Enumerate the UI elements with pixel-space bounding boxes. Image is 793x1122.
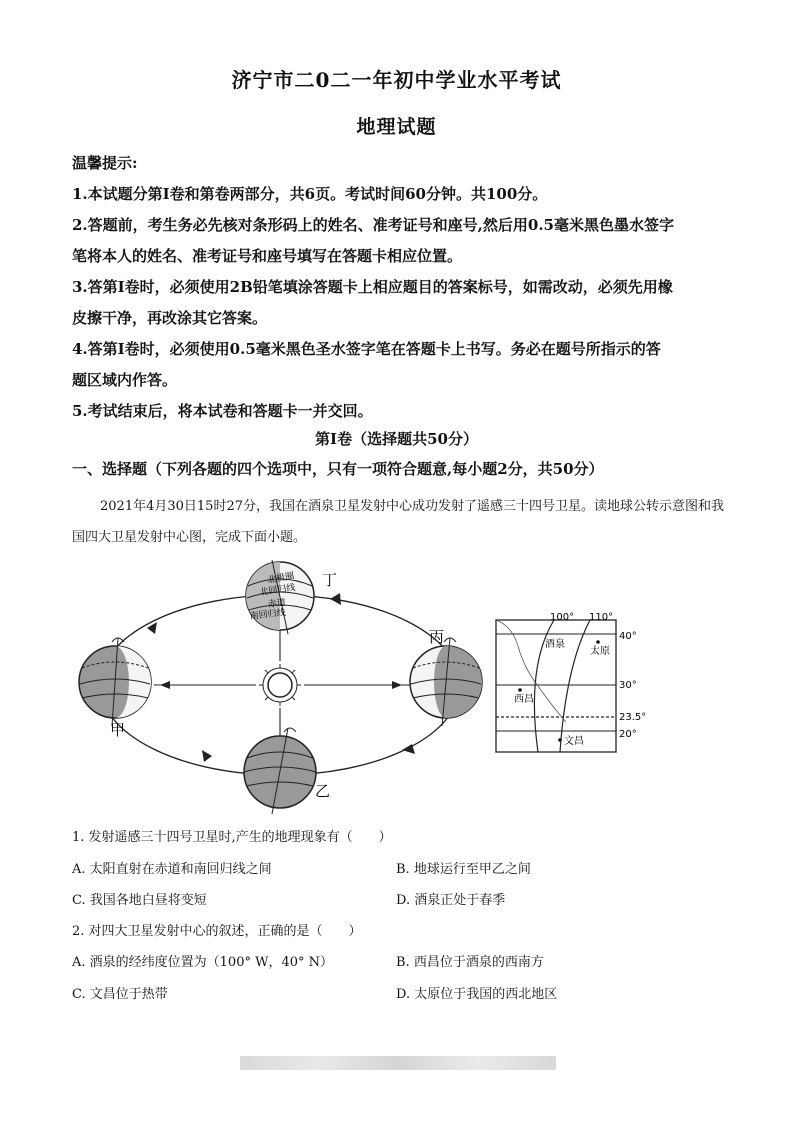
launch-center-map [496, 612, 646, 752]
ding-label: 赤道 [267, 598, 287, 610]
lat-label: 20° [619, 729, 637, 740]
instruction-line: 2.答题前，考生务必先核对条形码上的姓名、准考证号和座号,然后用0.5毫米黑色墨水签字 [72, 216, 674, 234]
place-label: 太原 [590, 646, 610, 657]
question-1-option-c[interactable]: C. 我国各地白昼将变短 [72, 893, 207, 908]
instructions [72, 148, 732, 427]
instruction-line: 1.本试题分第Ⅰ卷和第卷两部分，共6页。考试时间60分钟。共100分。 [72, 185, 548, 203]
instruction-line: 题区域内作答。 [72, 371, 178, 389]
question-2-option-c[interactable]: C. 文昌位于热带 [72, 987, 168, 1002]
place-marker [518, 688, 522, 692]
instruction-line: 5.考试结束后，将本试卷和答题卡一并交回。 [72, 402, 373, 420]
lat-label: 40° [619, 631, 637, 642]
instruction-line: 4.答第Ⅰ卷时，必须使用0.5毫米黑色圣水签字笔在答题卡上书写。务必在题号所指示的答 [72, 340, 661, 358]
question-2-option-b[interactable]: B. 西昌位于酒泉的西南方 [396, 955, 544, 970]
lon-label: 110° [589, 612, 614, 623]
question-group-stem: 2021年4月30日15时27分，我国在酒泉卫星发射中心成功发射了遥感三十四号卫星。读地球公转示意图和我国四大卫星发射中心图，完成下面小题。 [72, 499, 724, 545]
instruction-line: 笔将本人的姓名、准考证号和座号填写在答题卡相应位置。 [72, 247, 463, 265]
question-1-option-b[interactable]: B. 地球运行至甲乙之间 [396, 862, 531, 877]
lon-label: 100° [550, 612, 575, 623]
position-label-yi: 乙 [315, 782, 331, 800]
question-1-option-d[interactable]: D. 酒泉正处于春季 [396, 893, 506, 908]
question-1-stem: 1. 发射遥感三十四号卫星时,产生的地理现象有（ ） [72, 830, 392, 845]
position-label-jia: 甲 [110, 721, 126, 739]
globe-yi [244, 728, 316, 814]
place-label: 酒泉 [545, 639, 565, 650]
place-marker [558, 738, 562, 742]
place-label: 文昌 [564, 736, 584, 747]
instructions-heading: 温馨提示: [72, 154, 138, 172]
position-label-ding: 丁 [322, 571, 338, 589]
ding-label: 南回归线 [249, 608, 287, 622]
question-2-option-d[interactable]: D. 太原位于我国的西北地区 [396, 987, 558, 1002]
question-1-option-a[interactable]: A. 太阳直射在赤道和南回归线之间 [72, 862, 272, 877]
instruction-line: 3.答第Ⅰ卷时，必须使用2B铅笔填涂答题卡上相应题目的答案标号，如需改动，必须先用橡 [72, 278, 673, 296]
exam-subject: 地理试题 [356, 116, 437, 138]
blurred-footer [240, 1056, 556, 1070]
orbit-arrow [202, 750, 212, 762]
place-marker [596, 640, 600, 644]
exam-title: 济宁市二0二一年初中学业水平考试 [231, 68, 562, 92]
section-title: 第Ⅰ卷（选择题共50分） [315, 430, 478, 448]
globe-bing [410, 638, 482, 726]
earth-orbit-diagram [79, 560, 482, 814]
question-2-stem: 2. 对四大卫星发射中心的叙述，正确的是（ ） [72, 924, 362, 939]
ding-label: 北回归线 [259, 583, 297, 598]
globe-jia [79, 638, 151, 726]
question-2-option-a[interactable]: A. 酒泉的经纬度位置为（100° W，40° N） [72, 955, 334, 970]
place-label: 西昌 [514, 694, 534, 705]
globe-ding [246, 560, 314, 634]
figure [72, 556, 732, 816]
instruction-line: 皮擦干净，再改涂其它答案。 [72, 309, 268, 327]
lat-label: 30° [619, 680, 637, 691]
position-label-bing: 丙 [429, 628, 445, 646]
sun-icon [259, 664, 301, 706]
ding-label: 北极圈 [266, 571, 296, 586]
lat-label: 23.5° [619, 712, 647, 723]
section-subtitle: 一、选择题（下列各题的四个选项中，只有一项符合题意,每小题2分，共50分） [72, 460, 604, 478]
orbit-arrow [330, 593, 341, 605]
